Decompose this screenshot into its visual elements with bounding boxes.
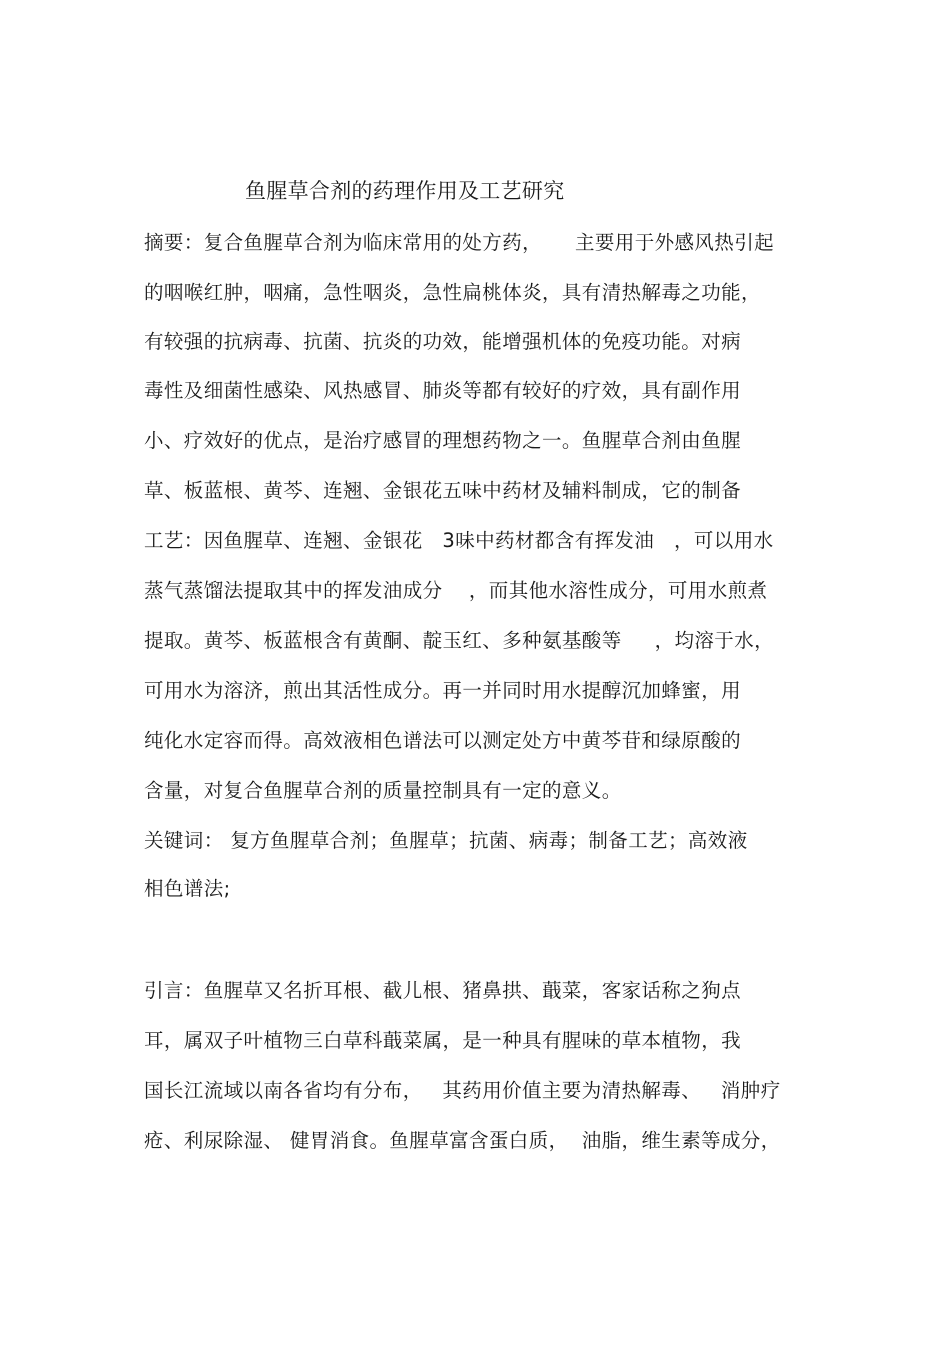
intro-line: 引言：鱼腥草又名折耳根、截儿根、猪鼻拱、蕺菜，客家话称之狗点 xyxy=(144,979,742,1002)
abstract-line: 纯化水定容而得。高效液相色谱法可以测定处方中黄芩苷和绿原酸的 xyxy=(144,729,742,752)
abstract-line: 含量，对复合鱼腥草合剂的质量控制具有一定的意义。 xyxy=(144,779,622,802)
abstract-line: 草、板蓝根、黄芩、连翘、金银花五味中药材及辅料制成，它的制备 xyxy=(144,479,742,502)
document-title: 鱼腥草合剂的药理作用及工艺研究 xyxy=(245,179,565,203)
abstract-line: 工艺：因鱼腥草、连翘、金银花 3味中药材都含有挥发油 ，可以用水 xyxy=(144,529,774,552)
keywords-line: 相色谱法; xyxy=(144,877,231,900)
abstract-line: 可用水为溶济，煎出其活性成分。再一并同时用水提醇沉加蜂蜜，用 xyxy=(144,679,742,702)
abstract-line: 蒸气蒸馏法提取其中的挥发油成分 ，而其他水溶性成分，可用水煎煮 xyxy=(144,579,768,602)
intro-line: 耳，属双子叶植物三白草科蕺菜属，是一种具有腥味的草本植物，我 xyxy=(144,1029,742,1052)
abstract-line: 摘要：复合鱼腥草合剂为临床常用的处方药， 主要用于外感风热引起 xyxy=(144,231,774,254)
abstract-line: 小、疗效好的优点，是治疗感冒的理想药物之一。鱼腥草合剂由鱼腥 xyxy=(144,429,742,452)
abstract-line: 提取。黄芩、板蓝根含有黄酮、靛玉红、多种氨基酸等 ，均溶于水， xyxy=(144,629,774,652)
abstract-line: 毒性及细菌性感染、风热感冒、肺炎等都有较好的疗效，具有副作用 xyxy=(144,379,742,402)
abstract-line: 的咽喉红肿，咽痛，急性咽炎，急性扁桃体炎，具有清热解毒之功能， xyxy=(144,281,761,304)
abstract-line: 有较强的抗病毒、抗菌、抗炎的功效，能增强机体的免疫功能。对病 xyxy=(144,330,742,353)
intro-line: 国长江流域以南各省均有分布， 其药用价值主要为清热解毒、 消肿疗 xyxy=(144,1079,781,1102)
keywords-line: 关键词： 复方鱼腥草合剂；鱼腥草；抗菌、病毒；制备工艺；高效液 xyxy=(144,829,748,852)
intro-line: 疮、利尿除湿、 健胃消食。鱼腥草富含蛋白质， 油脂，维生素等成分， xyxy=(144,1129,781,1152)
